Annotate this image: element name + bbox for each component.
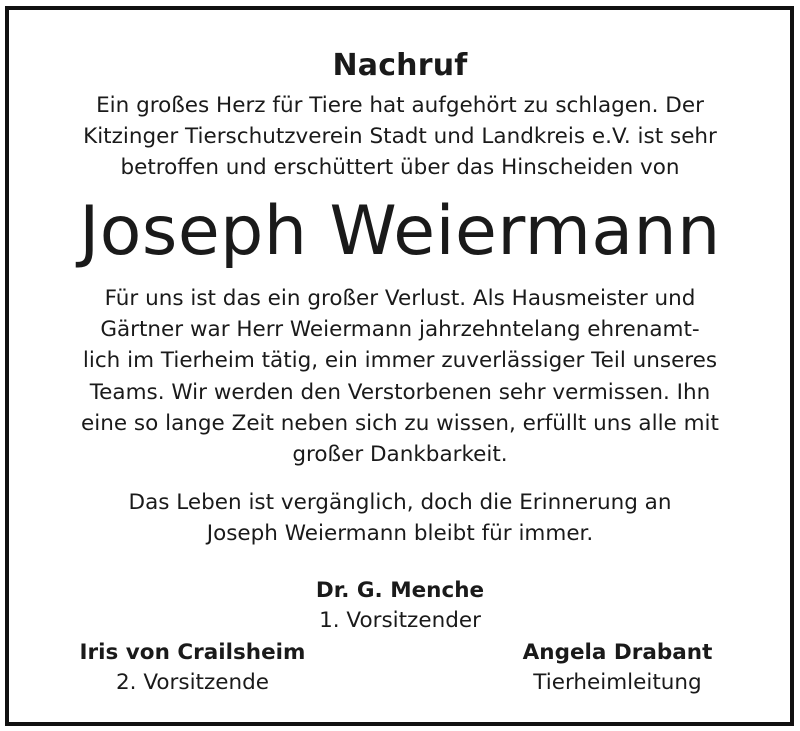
intro-line: Ein großes Herz für Tiere hat aufgehört zu schlagen. Der: [96, 93, 704, 118]
deceased-name: Joseph Weiermann: [79, 192, 721, 271]
obituary-heading: Nachruf: [332, 48, 468, 83]
tribute-line: Für uns ist das ein großer Verlust. Als Hausmeister und: [104, 286, 696, 311]
signatory-role: 1. Vorsitzender: [319, 608, 481, 633]
signatory-name: Iris von Crailsheim: [79, 640, 306, 665]
tribute-line: lich im Tierheim tätig, ein immer zuverlässiger Teil unseres: [82, 348, 718, 374]
signatory-name: Dr. G. Menche: [315, 578, 485, 603]
signature-chair: [250, 576, 550, 636]
signatory-name: Angela Drabant: [522, 640, 713, 665]
tribute-line: großer Dankbarkeit.: [292, 442, 508, 468]
tribute-line: Gärtner war Herr Weiermann jahrzehntelang ehrenamt-: [100, 317, 700, 343]
tribute-line: eine so lange Zeit neben sich zu wissen, erfüllt uns alle mit: [81, 410, 719, 436]
signature-shelter-lead: [480, 638, 755, 698]
tribute-paragraph: [0, 283, 800, 470]
closing-paragraph: [0, 487, 800, 549]
closing-line: Joseph Weiermann bleibt für immer.: [206, 521, 594, 546]
closing-line: Das Leben ist vergänglich, doch die Erinnerung an: [128, 490, 672, 515]
tribute-line: Teams. Wir werden den Verstorbenen sehr vermissen. Ihn: [89, 379, 711, 405]
intro-paragraph: [0, 90, 800, 183]
signatory-role: 2. Vorsitzende: [116, 670, 269, 695]
signatory-role: Tierheimleitung: [533, 670, 702, 695]
intro-line: Kitzinger Tierschutzverein Stadt und Landkreis e.V. ist sehr: [83, 124, 717, 149]
intro-line: betroffen und erschüttert über das Hinscheiden von: [120, 155, 680, 180]
signature-vice-chair: [45, 638, 340, 698]
